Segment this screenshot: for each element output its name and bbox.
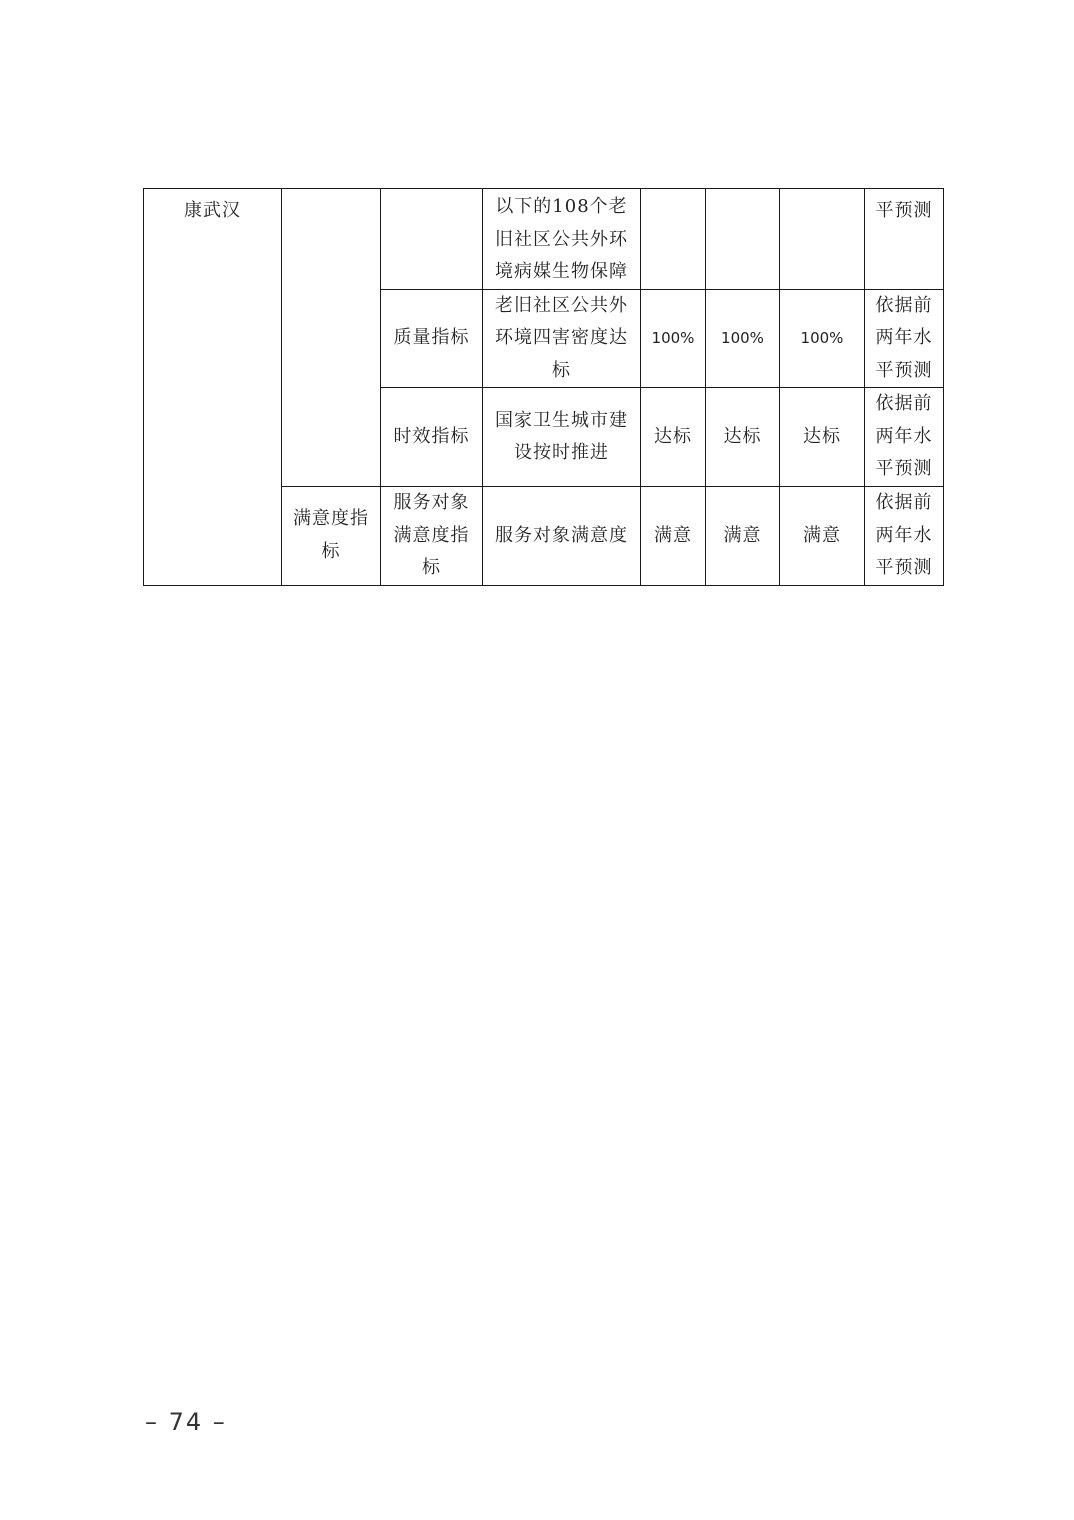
indicator-cell: 国家卫生城市建设按时推进 [483,388,641,487]
value-cell-3 [780,189,865,290]
indicator-cell: 服务对象满意度 [483,487,641,586]
value-cell-2 [706,189,780,290]
value-cell-3: 满意 [780,487,865,586]
value-cell-2: 满意 [706,487,780,586]
value-cell-1: 满意 [641,487,706,586]
value-cell-1 [641,189,706,290]
primary-indicator-cell: 满意度指标 [282,487,381,586]
project-name-cell: 康武汉 [144,189,282,586]
secondary-indicator-cell [381,189,483,290]
secondary-indicator-cell: 服务对象满意度指标 [381,487,483,586]
value-cell-3: 100% [780,289,865,388]
page-number: – 74 – [145,1408,227,1436]
value-cell-2: 达标 [706,388,780,487]
table-row [144,189,944,290]
basis-cell: 依据前两年水平预测 [865,388,944,487]
indicator-cell: 老旧社区公共外环境四害密度达标 [483,289,641,388]
secondary-indicator-cell: 质量指标 [381,289,483,388]
basis-cell: 依据前两年水平预测 [865,289,944,388]
indicator-table [143,188,944,586]
primary-indicator-cell [282,189,381,487]
value-cell-2: 100% [706,289,780,388]
basis-cell: 平预测 [865,189,944,290]
value-cell-1: 达标 [641,388,706,487]
secondary-indicator-cell: 时效指标 [381,388,483,487]
indicator-cell: 以下的108个老旧社区公共外环境病媒生物保障 [483,189,641,290]
value-cell-1: 100% [641,289,706,388]
basis-cell: 依据前两年水平预测 [865,487,944,586]
value-cell-3: 达标 [780,388,865,487]
